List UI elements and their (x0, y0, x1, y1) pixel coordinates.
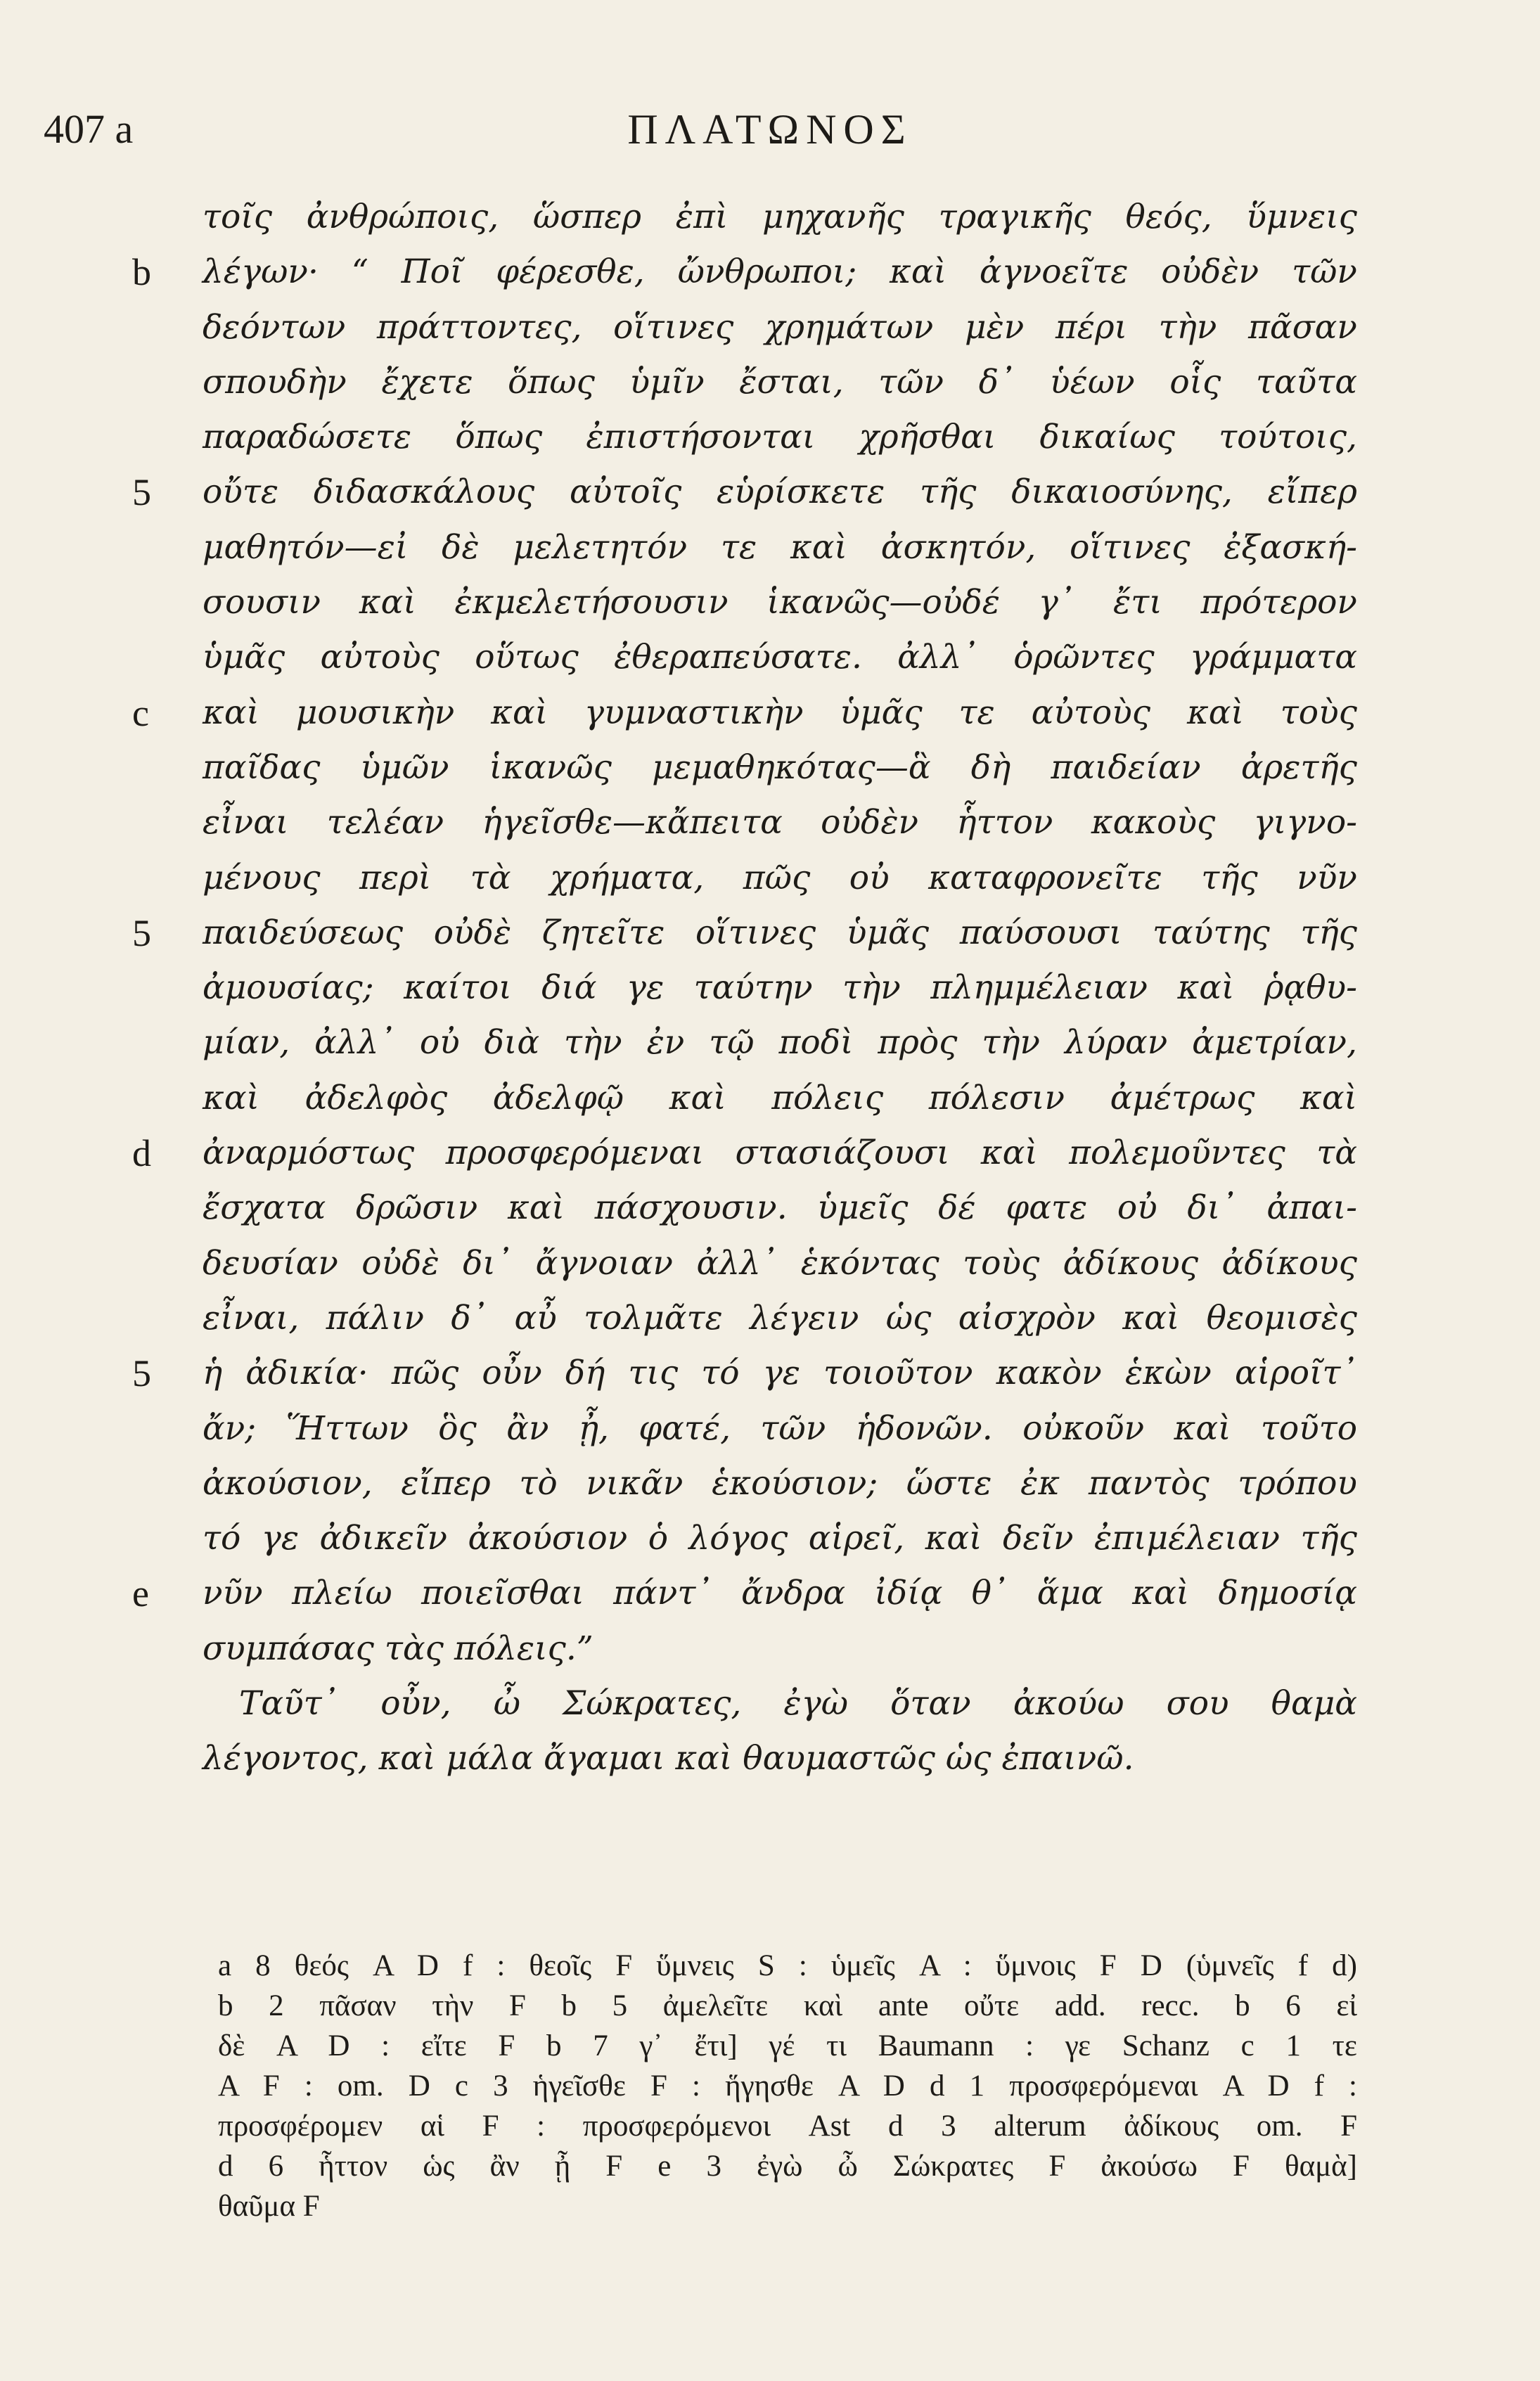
text-line (0, 1015, 1540, 1070)
text-line (0, 1346, 1540, 1401)
text-line (0, 740, 1540, 795)
line-text: συμπάσας τὰς πόλεις.” (203, 1629, 593, 1668)
apparatus-line: b 2 πᾶσαν τὴν F b 5 ἀμελεῖτε καὶ ante οὔτε add. recc. b 6 εἰ (218, 1989, 1357, 2022)
line-text: σουσιν καὶ ἐκμελετήσουσιν ἱκανῶς—οὐδέ γ᾽ ἔτι πρότερον (203, 583, 1357, 622)
text-line (0, 355, 1540, 410)
text-line (0, 1731, 1540, 1786)
text-line (0, 410, 1540, 465)
line-text: τό γε ἀδικεῖν ἀκούσιον ὁ λόγος αἱρεῖ, καὶ δεῖν ἐπιμέλειαν τῆς (203, 1519, 1357, 1558)
line-marker: c (132, 691, 149, 734)
apparatus-line: a 8 θεός A D f : θεοῖς F ὕμνεις S : ὑμεῖς A : ὕμνοις F D (ὑμνεῖς f d) (218, 1949, 1357, 1982)
text-line (0, 1236, 1540, 1291)
text-line (0, 1071, 1540, 1126)
text-line (0, 1566, 1540, 1621)
line-text: τοῖς ἀνθρώποις, ὥσπερ ἐπὶ μηχανῆς τραγικῆς θεός, ὕμνεις (203, 198, 1357, 236)
text-line (0, 1511, 1540, 1566)
text-line (0, 1676, 1540, 1731)
line-marker: 5 (132, 471, 151, 514)
text-line (0, 1401, 1540, 1456)
line-text: ἡ ἀδικία· πῶς οὖν δή τις τό γε τοιοῦτον κακὸν ἑκὼν αἱροῖτ᾽ (203, 1354, 1357, 1393)
line-text: ἀναρμόστως προσφερόμεναι στασιάζουσι καὶ πολεμοῦντες τὰ (203, 1134, 1357, 1173)
line-text: λέγων· “ Ποῖ φέρεσθε, ὤνθρωποι; καὶ ἀγνοεῖτε οὐδὲν τῶν (203, 252, 1357, 292)
apparatus-line: προσφέρομεν αἱ F : προσφερόμενοι Ast d 3 alterum ἀδίκους om. F (218, 2110, 1357, 2143)
text-line (0, 300, 1540, 355)
text-line (0, 630, 1540, 685)
text-line (0, 575, 1540, 630)
running-head (0, 105, 1540, 169)
apparatus-line: A F : om. D c 3 ἡγεῖσθε F : ἥγησθε A D d 1 προσφερόμεναι A D f : (218, 2069, 1357, 2103)
line-text: μαθητόν—εἰ δὲ μελετητόν τε καὶ ἀσκητόν, οἵτινες ἐξασκή- (203, 527, 1357, 567)
text-line (0, 795, 1540, 850)
line-text: οὔτε διδασκάλους αὐτοῖς εὑρίσκετε τῆς δικαιοσύνης, εἴπερ (203, 473, 1357, 512)
line-text: καὶ μουσικὴν καὶ γυμναστικὴν ὑμᾶς τε αὐτοὺς καὶ τοὺς (203, 693, 1357, 732)
line-marker: 5 (132, 1352, 151, 1395)
line-text: παραδώσετε ὅπως ἐπιστήσονται χρῆσθαι δικαίως τούτοις, (203, 418, 1357, 457)
line-text: λέγοντος, καὶ μάλα ἄγαμαι καὶ θαυμαστῶς ὡς ἐπαινῶ. (203, 1739, 1134, 1778)
text-line (0, 1291, 1540, 1346)
line-marker: e (132, 1572, 149, 1615)
line-text: μίαν, ἀλλ᾽ οὐ διὰ τὴν ἐν τῷ ποδὶ πρὸς τὴν λύραν ἀμετρίαν, (203, 1023, 1357, 1063)
line-text: ἀμουσίας; καίτοι διά γε ταύτην τὴν πλημμέλειαν καὶ ῥᾳθυ- (203, 968, 1357, 1008)
text-line (0, 1126, 1540, 1181)
line-text: δευσίαν οὐδὲ δι᾽ ἄγνοιαν ἀλλ᾽ ἑκόντας τοὺς ἀδίκους ἀδίκους (203, 1243, 1357, 1283)
text-line (0, 1181, 1540, 1236)
line-marker: b (132, 251, 151, 294)
main-text (0, 190, 1540, 1787)
text-line (0, 686, 1540, 740)
text-line (0, 851, 1540, 906)
line-text: εἶναι, πάλιν δ᾽ αὖ τολμᾶτε λέγειν ὡς αἰσχρὸν καὶ θεομισὲς (203, 1298, 1357, 1337)
text-line (0, 520, 1540, 575)
line-text: παιδεύσεως οὐδὲ ζητεῖτε οἵτινες ὑμᾶς παύσουσι ταύτης τῆς (203, 913, 1357, 952)
line-marker: d (132, 1132, 151, 1175)
line-text: νῦν πλείω ποιεῖσθαι πάντ᾽ ἄνδρα ἰδίᾳ θ᾽ ἅμα καὶ δημοσίᾳ (203, 1574, 1357, 1613)
line-text: σπουδὴν ἔχετε ὅπως ὑμῖν ἔσται, τῶν δ᾽ ὑέων οἷς ταῦτα (203, 362, 1357, 402)
line-text: ἀκούσιον, εἴπερ τὸ νικᾶν ἑκούσιον; ὥστε ἐκ παντὸς τρόπου (203, 1463, 1357, 1503)
line-text: Ταῦτ᾽ οὖν, ὦ Σώκρατες, ἐγὼ ὅταν ἀκούω σου θαμὰ (239, 1684, 1357, 1724)
line-text: παῖδας ὑμῶν ἱκανῶς μεμαθηκότας—ἃ δὴ παιδείαν ἀρετῆς (203, 747, 1357, 787)
line-text: ὑμᾶς αὐτοὺς οὕτως ἐθεραπεύσατε. ἀλλ᾽ ὁρῶντες γράμματα (203, 638, 1357, 677)
page-title: ΠΛΑΤΩΝΟΣ (627, 106, 913, 153)
line-text: ἄν; Ἥττων ὃς ἂν ᾖ, φατέ, τῶν ἡδονῶν. οὐκοῦν καὶ τοῦτο (203, 1408, 1357, 1448)
line-text: καὶ ἀδελφὸς ἀδελφῷ καὶ πόλεις πόλεσιν ἀμέτρως καὶ (203, 1078, 1357, 1117)
line-text: δεόντων πράττοντες, οἵτινες χρημάτων μὲν πέρι τὴν πᾶσαν (203, 307, 1357, 347)
text-line (0, 1456, 1540, 1511)
text-line (0, 465, 1540, 520)
line-text: εἶναι τελέαν ἡγεῖσθε—κἄπειτα οὐδὲν ἧττον κακοὺς γιγνο- (203, 803, 1357, 842)
text-line (0, 961, 1540, 1015)
text-line (0, 1622, 1540, 1676)
line-text: ἔσχατα δρῶσιν καὶ πάσχουσιν. ὑμεῖς δέ φατε οὐ δι᾽ ἀπαι- (203, 1188, 1357, 1228)
text-line (0, 190, 1540, 245)
text-line (0, 906, 1540, 961)
text-line (0, 245, 1540, 300)
line-marker: 5 (132, 911, 151, 954)
page-number: 407 a (44, 106, 134, 152)
apparatus-line: d 6 ἧττον ὡς ἂν ᾖ F e 3 ἐγὼ ὦ Σώκρατες F ἀκούσω F θαμὰ] (218, 2150, 1357, 2183)
apparatus-line: θαῦμα F (218, 2190, 320, 2223)
line-text: μένους περὶ τὰ χρήματα, πῶς οὐ καταφρονεῖτε τῆς νῦν (203, 858, 1357, 897)
apparatus-line: δὲ A D : εἴτε F b 7 γ᾽ ἔτι] γέ τι Baumann : γε Schanz c 1 τε (218, 2029, 1357, 2062)
